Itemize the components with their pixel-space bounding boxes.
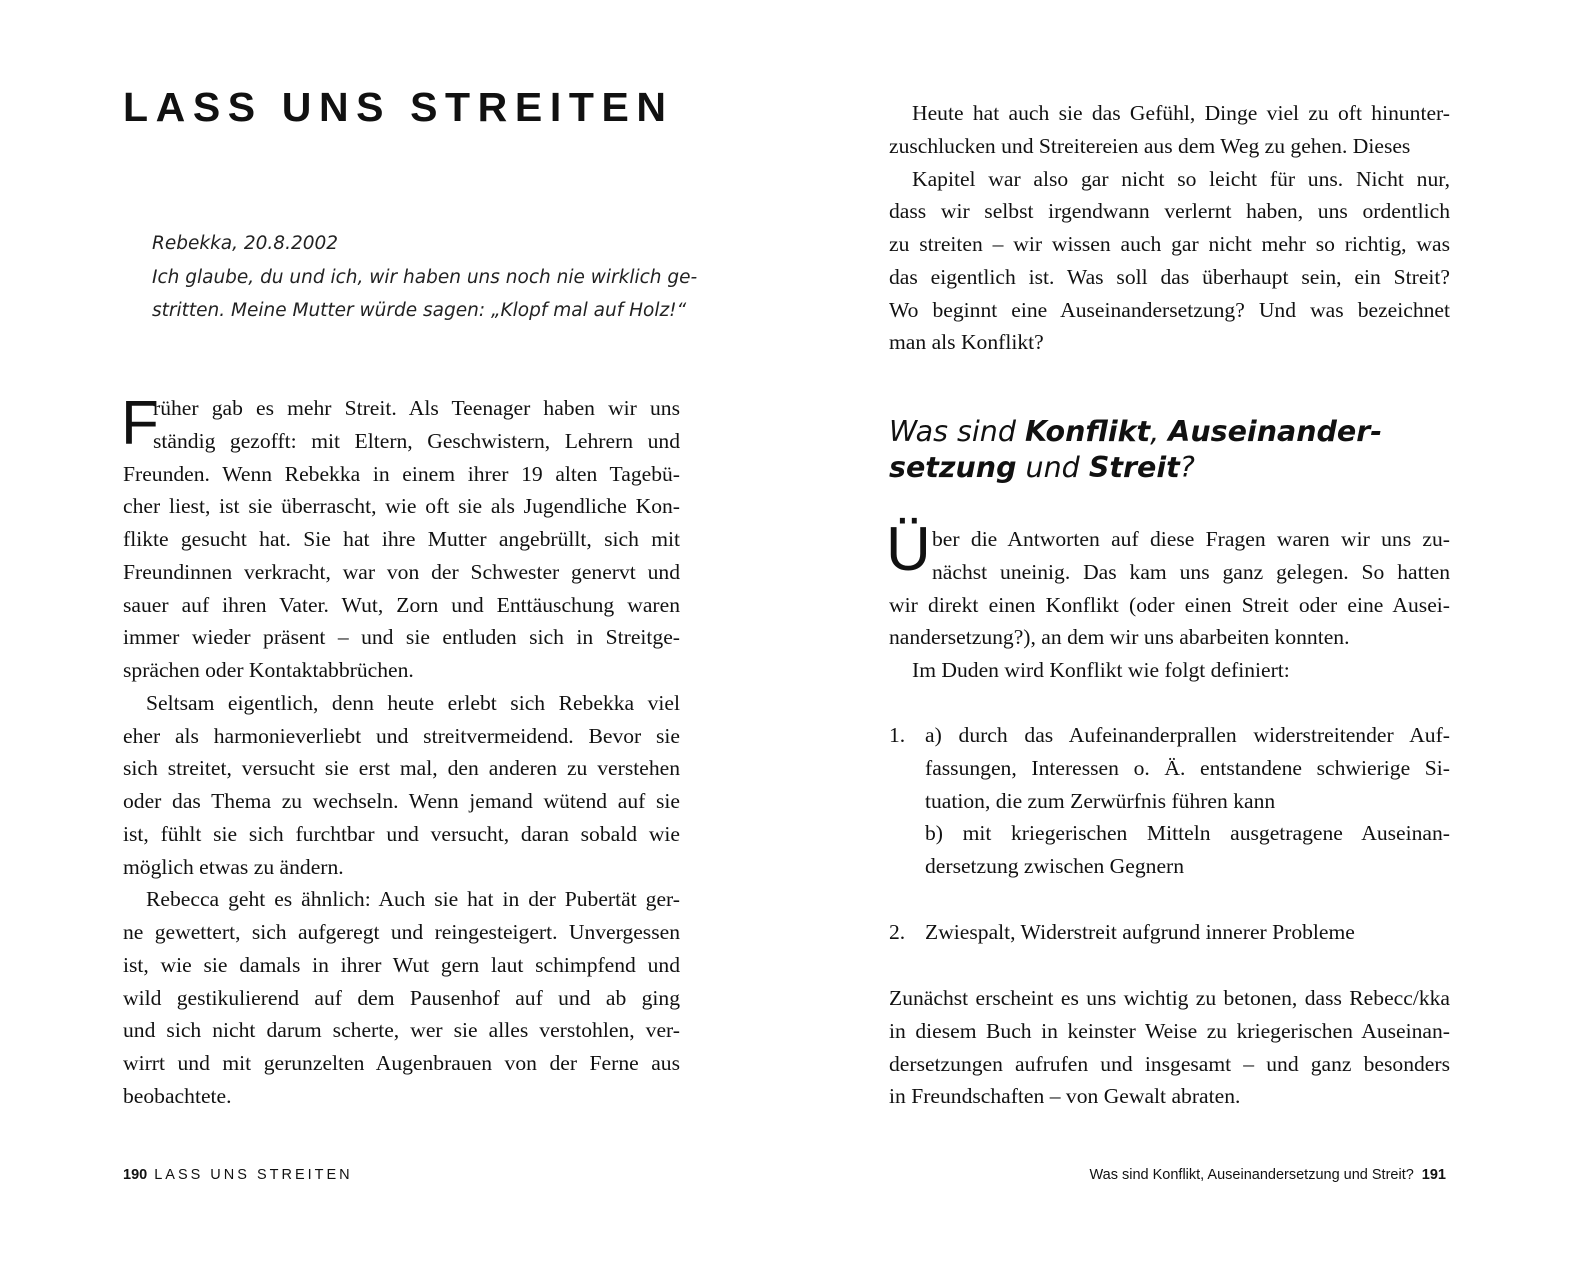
drop-cap: F (121, 389, 159, 458)
heading-line-1 (889, 414, 1449, 450)
closing-paragraph (889, 982, 1450, 1113)
text-line: in diesem Buch in keinster Weise zu kriegerischen Auseinan- (889, 1018, 1450, 1043)
text-line: dersetzung zwischen Gegnern (925, 854, 1185, 878)
text-line: a) durch das Aufeinanderprallen widerstreitender Auf- (925, 723, 1450, 747)
quote-line: Ich glaube, du und ich, wir haben uns noch nie wirklich ge- (152, 266, 698, 288)
drop-cap: Ü (886, 515, 931, 584)
text-line: wir direkt einen Konflikt (oder einen Streit oder eine Ausei- (889, 592, 1450, 617)
definition-text (925, 719, 1450, 883)
text-line: sprächen oder Kontaktabbrüchen. (123, 658, 414, 682)
definition-number: 1. (889, 723, 906, 747)
running-head: LASS UNS STREITEN (154, 1167, 353, 1183)
text-line: rüher gab es mehr Streit. Als Teenager haben wir uns (153, 396, 680, 420)
text-line: sauer auf ihren Vater. Wut, Zorn und Enttäuschung waren (123, 592, 680, 617)
definition-text (925, 916, 1450, 949)
text-line: Seltsam eigentlich, denn heute erlebt sich Rebekka viel (146, 690, 680, 715)
text-line: Wo beginnt eine Auseinandersetzung? Und was bezeichnet (889, 297, 1450, 322)
text-line: und sich nicht darum scherte, wer sie alles verstohlen, ver- (123, 1018, 680, 1043)
definition-number: 2. (889, 920, 906, 944)
text-line: zuschlucken und Streitereien aus dem Weg zu gehen. Dieses (889, 133, 1411, 158)
text-line: in Freundschaften – von Gewalt abraten. (889, 1084, 1241, 1109)
running-head: Was sind Konflikt, Auseinandersetzung und Streit? (1089, 1167, 1414, 1183)
text-line: ber die Antworten auf diese Fragen waren wir uns zu- (932, 527, 1450, 551)
quote-author-date: Rebekka, 20.8.2002 (152, 233, 339, 254)
text-line: Im Duden wird Konflikt wie folgt definiert: (912, 658, 1290, 682)
right-top-text (889, 97, 1450, 359)
text-line: nächst uneinig. Das kam uns ganz gelegen. So hatten (932, 559, 1450, 584)
text-line: Kapitel war also gar nicht so leicht für uns. Nicht nur, (912, 166, 1450, 191)
text-line: wild gestikulierend auf dem Pausenhof auf und ab ging (123, 985, 680, 1010)
section-heading (889, 414, 1449, 486)
text-line: beobachtete. (123, 1083, 232, 1108)
text-line: fassungen, Interessen o. Ä. entstandene schwierige Si- (925, 755, 1450, 780)
text-line: das eigentlich ist. Was soll das überhaupt sein, ein Streit? (889, 264, 1450, 289)
text-line: b) mit kriegerischen Mitteln ausgetragene Auseinan- (925, 821, 1450, 846)
heading-bold: Auseinander- (1168, 415, 1383, 448)
text-line: immer wieder präsent – und sie entluden sich in Streitge- (123, 625, 680, 650)
quote-line: stritten. Meine Mutter würde sagen: „Klopf mal auf Holz!“ (152, 300, 687, 321)
text-line: ist, wie sie damals in ihrer Wut gern laut schimpfend und (123, 952, 680, 977)
text-line: sich streitet, versucht sie erst mal, den anderen zu verstehen (123, 756, 680, 781)
page-number: 191 (1421, 1167, 1446, 1183)
text-line: eher als harmonieverliebt und streitvermeidend. Bevor sie (123, 723, 680, 748)
text-line: cher liest, ist sie überrascht, wie oft sie als Jugendliche Kon- (123, 494, 680, 519)
text-line: möglich etwas zu ändern. (123, 854, 344, 879)
chapter-title: LASS UNS STREITEN (123, 84, 674, 130)
footer-right (1090, 1167, 1447, 1183)
diary-quote (152, 227, 698, 328)
heading-text: Was sind (889, 415, 1025, 448)
text-line: ständig gezofft: mit Eltern, Geschwistern, Lehrern und (153, 428, 680, 453)
left-body-text (121, 389, 680, 1113)
text-line: Zwiespalt, Widerstreit aufgrund innerer Probleme (925, 920, 1355, 944)
text-line: nandersetzung?), an dem wir uns abarbeiten konnten. (889, 625, 1350, 650)
heading-text: , (1150, 415, 1169, 448)
footer-left (123, 1167, 353, 1183)
heading-text: und (1016, 451, 1089, 484)
text-line: ne gewettert, sich aufgeregt und reingesteigert. Unvergessen (123, 920, 680, 944)
text-line: Heute hat auch sie das Gefühl, Dinge viel zu oft hinunter- (912, 101, 1450, 125)
heading-line-2 (889, 450, 1449, 486)
right-body-text (889, 523, 1450, 687)
text-line: wirrt und mit gerunzelten Augenbrauen von der Ferne aus (123, 1051, 680, 1075)
text-line: zu streiten – wir wissen auch gar nicht mehr so richtig, was (889, 232, 1450, 256)
text-line: dass wir selbst irgendwann verlernt haben, uns ordentlich (889, 199, 1450, 224)
text-line: tuation, die zum Zerwürfnis führen kann (925, 788, 1276, 813)
text-line: Rebecca geht es ähnlich: Auch sie hat in der Pubertät ger- (146, 887, 680, 912)
heading-text: ? (1179, 451, 1195, 484)
text-line: flikte gesucht hat. Sie hat ihre Mutter angebrüllt, sich mit (123, 527, 680, 551)
text-line: dersetzungen aufrufen und insgesamt – und ganz besonders (889, 1051, 1450, 1076)
heading-bold: Konflikt (1024, 415, 1151, 448)
text-line: Freundinnen verkracht, war von der Schwester genervt und (123, 559, 680, 584)
text-line: ist, fühlt sie sich furchtbar und versucht, daran sobald wie (123, 821, 680, 846)
text-line: Freunden. Wenn Rebekka in einem ihrer 19 alten Tagebü- (123, 461, 680, 486)
heading-bold: Streit (1088, 451, 1180, 484)
heading-bold: setzung (889, 451, 1017, 484)
text-line: man als Konflikt? (889, 330, 1044, 355)
text-line: oder das Thema zu wechseln. Wenn jemand wütend auf sie (123, 789, 680, 813)
page-number: 190 (123, 1167, 148, 1183)
text-line: Zunächst erscheint es uns wichtig zu betonen, dass Rebecc/kka (889, 986, 1450, 1010)
